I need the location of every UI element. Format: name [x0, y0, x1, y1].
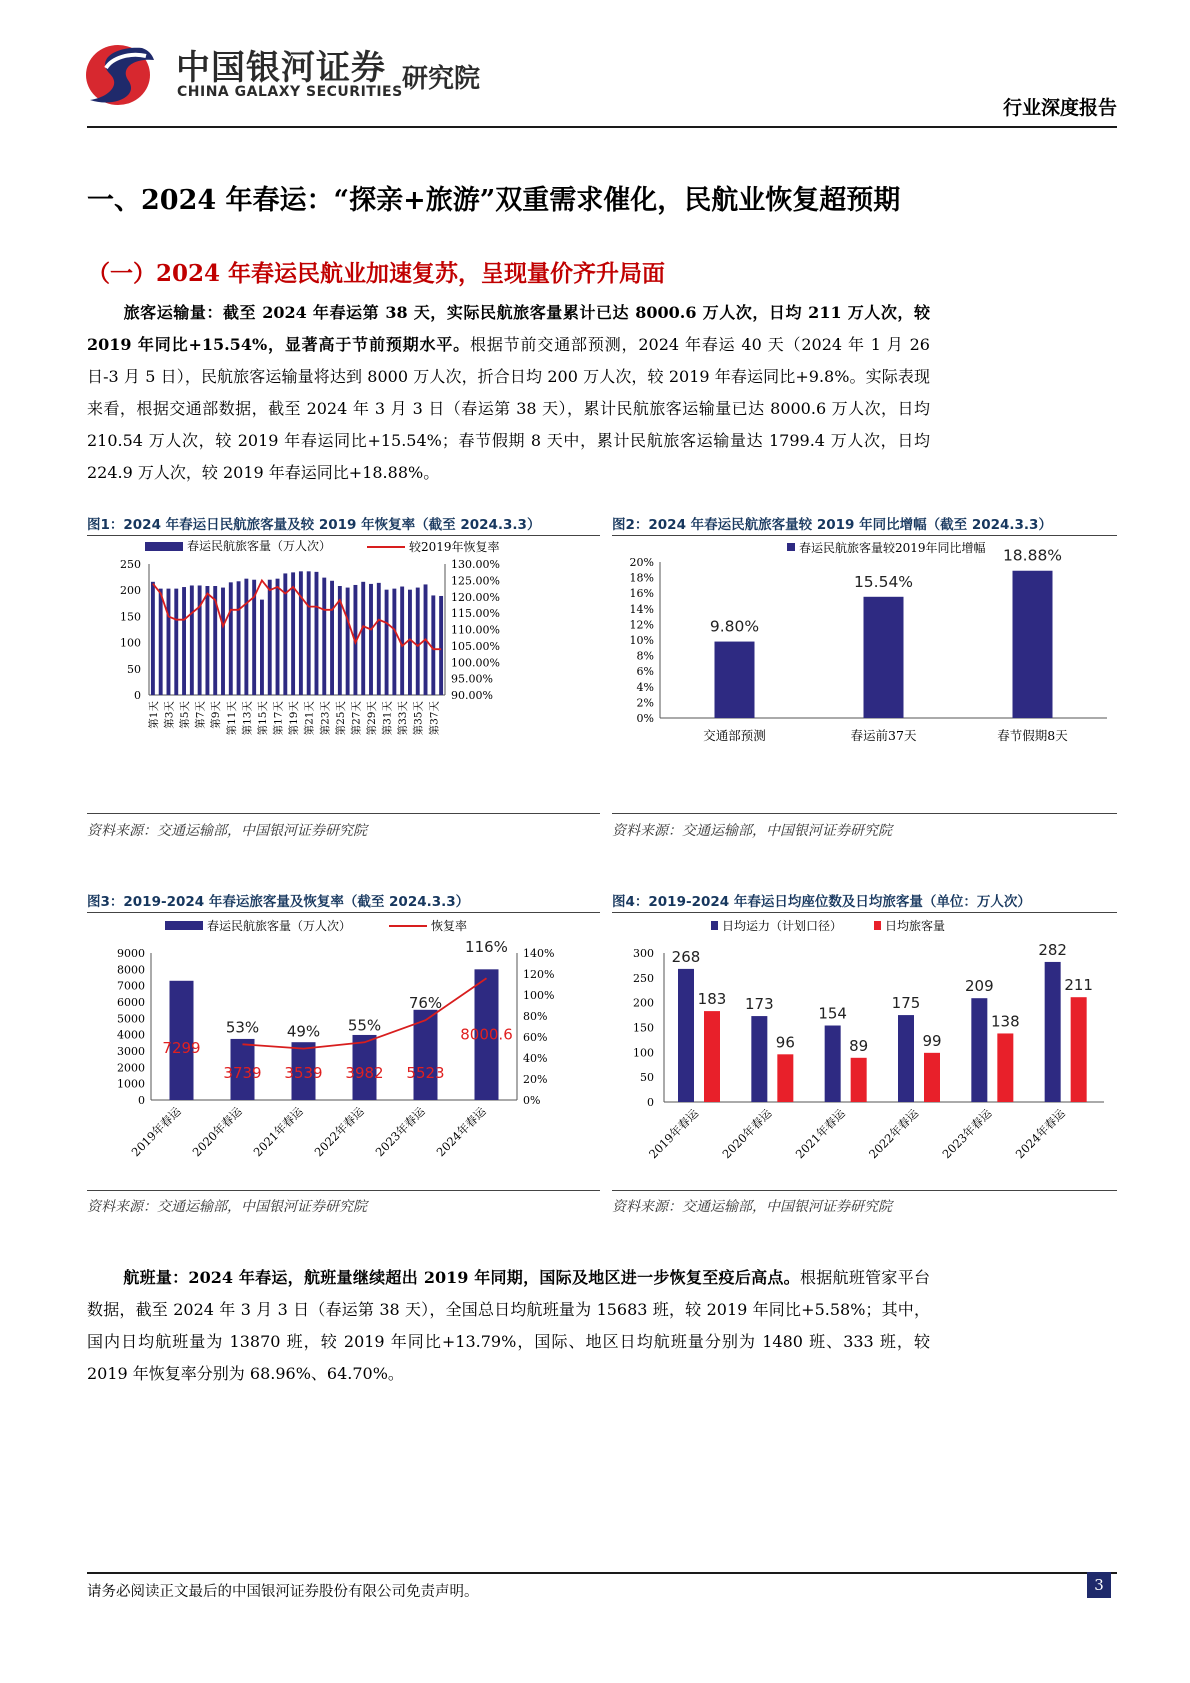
legend-swatch-bar: [165, 921, 203, 930]
capacity-data-label: 282: [1038, 940, 1067, 959]
bar-data-label: 3982: [345, 1064, 384, 1082]
x-tick-label: 2023年春运: [372, 1104, 428, 1160]
bar: [315, 572, 319, 695]
bar: [260, 600, 264, 695]
x-tick-label: 第3天: [163, 701, 176, 729]
y-tick-label: 10%: [629, 634, 654, 647]
x-tick-label: 第19天: [288, 701, 301, 736]
bar: [392, 589, 396, 695]
figure1-top-rule: [87, 535, 600, 536]
y-tick-label-right: 115.00%: [451, 607, 500, 621]
y-tick-label: 18%: [629, 571, 654, 585]
y-tick-label: 50: [640, 1071, 654, 1085]
y-tick-label-right: 100%: [523, 989, 555, 1002]
bar: [377, 583, 381, 695]
company-name-en: CHINA GALAXY SECURITIES: [177, 84, 403, 100]
x-tick-label: 第1天: [147, 701, 160, 729]
line-data-label: 53%: [225, 1018, 260, 1037]
bar: [1013, 571, 1053, 718]
x-tick-label: 2020年春运: [719, 1106, 775, 1162]
y-tick-label-right: 40%: [523, 1052, 548, 1065]
y-tick-label-right: 20%: [523, 1073, 548, 1086]
passenger-bar: [1071, 997, 1087, 1102]
x-tick-label: 第13天: [241, 701, 254, 736]
bar-data-label: 5523: [406, 1064, 445, 1082]
x-tick-label: 2019年春运: [128, 1104, 184, 1160]
paragraph-body: 根据航班管家平台数据，截至 2024 年 3 月 3 日（春运第 38 天），全国总日均航班量为 15683 班，较 2019 年同比+5.58%；其中，国内日均航班量为 13870 班，较 2019 年同比+13.79%，国际、地区日均航班量分别为 1480 班、333 班，较 2019 年恢复率分别为 68.96%、64.70%。: [87, 1268, 930, 1383]
y-tick-label-left: 150: [120, 610, 141, 624]
x-tick-label: 第17天: [272, 701, 285, 736]
bar: [369, 584, 373, 695]
x-tick-label: 第29天: [366, 701, 378, 736]
y-tick-label-right: 110.00%: [451, 623, 500, 637]
x-tick-label: 2021年春运: [792, 1106, 848, 1162]
passenger-data-label: 183: [697, 990, 727, 1009]
bar: [151, 582, 155, 695]
capacity-bar: [678, 969, 694, 1102]
footer-disclaimer: 请务必阅读正文最后的中国银河证券股份有限公司免责声明。: [87, 1584, 479, 1600]
x-tick-label: 2022年春运: [866, 1106, 922, 1162]
capacity-data-label: 154: [818, 1004, 847, 1023]
y-tick-label-right: 95.00%: [451, 672, 493, 686]
passenger-data-label: 89: [849, 1036, 869, 1055]
y-tick-label-left: 0: [138, 1094, 145, 1107]
company-name-cn: 中国银河证券: [176, 48, 386, 88]
y-tick-label: 0: [647, 1096, 654, 1109]
y-tick-label-left: 250: [120, 558, 141, 571]
bar-data-label: 7299: [162, 1038, 201, 1057]
bar: [167, 589, 171, 695]
y-tick-label: 150: [633, 1021, 654, 1035]
y-tick-label-right: 60%: [523, 1031, 548, 1044]
bar-data-label: 8000.6: [460, 1025, 513, 1044]
capacity-bar: [898, 1015, 914, 1102]
x-tick-label: 第33天: [397, 701, 410, 736]
paragraph-flight-volume: [87, 1262, 930, 1390]
y-tick-label-left: 200: [120, 584, 141, 598]
bar: [346, 588, 350, 695]
bar: [330, 581, 334, 695]
capacity-bar: [971, 998, 987, 1102]
line-data-label: 55%: [347, 1016, 382, 1035]
y-tick-label: 12%: [629, 618, 654, 632]
x-tick-label: 第7天: [194, 701, 207, 729]
legend-label-capacity: 日均运力（计划口径）: [722, 919, 843, 933]
bar: [307, 571, 311, 695]
legend-label-line: 恢复率: [431, 919, 468, 933]
figure1-source: 资料来源：交通运输部，中国银河证券研究院: [87, 823, 367, 839]
passenger-bar: [777, 1054, 793, 1102]
figure4-chart: [612, 917, 1117, 1187]
page-number: 3: [1087, 1572, 1111, 1598]
x-tick-label: 第21天: [303, 701, 316, 736]
x-tick-label: 第37天: [428, 701, 441, 736]
bar: [174, 589, 178, 695]
bar: [715, 642, 755, 718]
y-tick-label-left: 3000: [117, 1045, 145, 1058]
section-heading: 一、2024 年春运：“探亲+旅游”双重需求催化，民航业恢复超预期: [87, 185, 901, 216]
y-tick-label: 0%: [636, 712, 654, 725]
figure2-bottom-rule: [612, 813, 1117, 814]
y-tick-label-left: 4000: [117, 1028, 145, 1042]
bar: [385, 590, 389, 695]
capacity-bar: [825, 1026, 841, 1102]
y-tick-label-left: 0: [134, 689, 141, 702]
y-tick-label-left: 50: [127, 662, 141, 676]
x-tick-label: 第35天: [412, 701, 425, 736]
x-tick-label: 第9天: [210, 701, 223, 729]
figure4-top-rule: [612, 912, 1117, 913]
x-tick-label: 第11天: [225, 701, 238, 736]
bar: [431, 595, 435, 695]
bar: [244, 579, 248, 695]
legend-label-passengers: 日均旅客量: [885, 919, 946, 933]
figure2-top-rule: [612, 535, 1117, 536]
x-tick-label: 第5天: [179, 701, 192, 729]
capacity-bar: [751, 1016, 767, 1102]
legend-swatch-bar: [145, 542, 183, 551]
y-tick-label-left: 7000: [117, 979, 145, 993]
capacity-data-label: 175: [891, 994, 921, 1013]
y-tick-label: 2%: [636, 696, 654, 710]
bar: [400, 587, 404, 695]
y-tick-label-left: 8000: [117, 963, 145, 977]
bar: [182, 587, 186, 695]
x-tick-label: 2024年春运: [1012, 1106, 1068, 1162]
bar: [291, 572, 295, 695]
figure2-title: 图2：2024 年春运民航旅客量较 2019 年同比增幅（截至 2024.3.3）: [612, 517, 1052, 533]
y-tick-label: 100: [633, 1046, 654, 1060]
paragraph-body: 根据节前交通部预测，2024 年春运 40 天（2024 年 1 月 26 日-3 月 5 日），民航旅客运输量将达到 8000 万人次，折合日均 200 万人次，较 2019 年春运同比+9.8%。实际表现来看，根据交通部数据，截至 2024 年 3 月 3 日（春运第 38 天），累计民航旅客运输量已达 8000.6 万人次，日均 210.54 万人次，较 2019 年春运同比+15.54%；春节假期 8 天中，累计民航旅客运输量达 1799.4 万人次，日均 224.9 万人次，较 2019 年春运同比+18.88%。: [87, 335, 930, 482]
passenger-data-label: 99: [922, 1031, 942, 1050]
x-tick-label: 第31天: [381, 701, 394, 736]
legend-label: 春运民航旅客量较2019年同比增幅: [799, 541, 986, 555]
figure2-source: 资料来源：交通运输部，中国银河证券研究院: [612, 823, 892, 839]
y-tick-label-left: 2000: [117, 1061, 145, 1075]
y-tick-label-right: 100.00%: [451, 656, 500, 670]
figure4-source: 资料来源：交通运输部，中国银河证券研究院: [612, 1199, 892, 1215]
report-type: 行业深度报告: [1002, 97, 1117, 119]
passenger-bar: [997, 1033, 1013, 1102]
y-tick-label-right: 80%: [523, 1010, 548, 1023]
recovery-rate-line: [153, 580, 441, 649]
x-tick-label: 第23天: [319, 701, 332, 736]
capacity-data-label: 268: [671, 947, 701, 966]
bar: [190, 585, 194, 695]
figure2-chart: [612, 540, 1117, 810]
figure3-bottom-rule: [87, 1190, 600, 1191]
x-tick-label: 第27天: [350, 701, 363, 736]
header-divider: [87, 126, 1117, 128]
y-tick-label-right: 130.00%: [451, 558, 500, 571]
passenger-data-label: 96: [775, 1033, 795, 1052]
y-tick-label: 20%: [629, 556, 654, 569]
data-label: 9.80%: [709, 617, 760, 636]
legend-swatch: [787, 543, 795, 551]
bar: [864, 597, 904, 718]
x-tick-label: 交通部预测: [703, 728, 766, 743]
bar: [237, 581, 241, 695]
data-label: 18.88%: [1002, 546, 1063, 565]
institute-name: 研究院: [402, 64, 481, 94]
x-tick-label: 2021年春运: [250, 1104, 306, 1160]
y-tick-label-left: 6000: [117, 996, 145, 1009]
x-tick-label: 第25天: [334, 701, 347, 736]
bar: [416, 588, 420, 695]
y-tick-label: 300: [633, 947, 654, 960]
x-tick-label: 春节假期8天: [997, 728, 1068, 743]
bar: [268, 580, 272, 695]
y-tick-label-right: 125.00%: [451, 574, 500, 588]
company-logo-icon: [84, 38, 170, 108]
figure3-chart: [87, 917, 600, 1187]
x-tick-label: 第15天: [256, 701, 269, 736]
figure3-top-rule: [87, 912, 600, 913]
passenger-bar: [924, 1053, 940, 1102]
y-tick-label-right: 120%: [523, 968, 555, 981]
data-label: 15.54%: [853, 572, 914, 591]
legend-swatch-capacity: [711, 921, 718, 930]
capacity-data-label: 173: [745, 995, 774, 1014]
bar: [159, 589, 163, 695]
y-tick-label-left: 1000: [117, 1077, 145, 1091]
passenger-bar: [704, 1011, 720, 1102]
legend-label-bar: 春运民航旅客量（万人次）: [207, 919, 352, 933]
x-tick-label: 2019年春运: [646, 1106, 702, 1162]
bar: [221, 588, 225, 695]
y-tick-label: 14%: [629, 602, 654, 616]
figure4-bottom-rule: [612, 1190, 1117, 1191]
paragraph-lead: 航班量：2024 年春运，航班量继续超出 2019 年同期，国际及地区进一步恢复至疫后高点。: [123, 1268, 800, 1287]
capacity-data-label: 209: [965, 977, 994, 996]
legend-label-bar: 春运民航旅客量（万人次）: [187, 540, 332, 553]
bar: [408, 590, 412, 695]
y-tick-label-right: 140%: [523, 947, 555, 960]
y-tick-label: 4%: [636, 680, 654, 694]
bar: [439, 596, 443, 695]
x-tick-label: 2020年春运: [189, 1104, 245, 1160]
y-tick-label: 250: [633, 971, 654, 985]
footer-divider: [87, 1572, 1117, 1574]
bar: [229, 582, 233, 695]
figure3-title: 图3：2019-2024 年春运旅客量及恢复率（截至 2024.3.3）: [87, 894, 470, 910]
y-tick-label: 8%: [636, 649, 654, 663]
passenger-bar: [851, 1058, 867, 1102]
paragraph-passenger-volume: [87, 297, 930, 489]
bar: [276, 579, 280, 695]
bar: [198, 585, 202, 695]
figure4-title: 图4：2019-2024 年春运日均座位数及日均旅客量（单位：万人次）: [612, 894, 1031, 910]
y-tick-label-left: 9000: [117, 947, 145, 960]
legend-label-line: 较2019年恢复率: [409, 540, 500, 554]
bar: [322, 578, 326, 695]
y-tick-label-right: 120.00%: [451, 590, 500, 604]
figure1-bottom-rule: [87, 813, 600, 814]
bar: [299, 571, 303, 695]
figure1-chart: [87, 540, 600, 810]
passenger-data-label: 211: [1064, 976, 1093, 995]
figure1-title: 图1：2024 年春运日民航旅客量及较 2019 年恢复率（截至 2024.3.3）: [87, 517, 541, 533]
line-data-label: 76%: [408, 994, 443, 1013]
bar-data-label: 3539: [284, 1064, 323, 1082]
line-data-label: 116%: [465, 938, 508, 957]
x-tick-label: 2024年春运: [433, 1104, 489, 1160]
y-tick-label-right: 105.00%: [451, 639, 500, 653]
y-tick-label: 16%: [629, 587, 654, 601]
x-tick-label: 春运前37天: [850, 728, 917, 743]
paragraph-lead: 旅客运输量：截至 2024 年春运第 38 天，实际民航旅客量累计已达 8000.6 万人次，日均 211 万人次，较 2019 年同比+15.54%，显著高于节前预期水平。: [87, 303, 930, 354]
subsection-heading: （一）2024 年春运民航业加速复苏，呈现量价齐升局面: [87, 260, 666, 287]
y-tick-label-left: 100: [120, 636, 141, 650]
capacity-bar: [1045, 962, 1061, 1102]
y-tick-label-right: 90.00%: [451, 689, 493, 702]
bar-data-label: 3739: [223, 1064, 262, 1082]
bar: [361, 582, 365, 695]
passenger-data-label: 138: [991, 1012, 1020, 1031]
x-tick-label: 2022年春运: [311, 1104, 367, 1160]
y-tick-label: 6%: [636, 665, 654, 679]
y-tick-label: 200: [633, 996, 654, 1010]
figure3-source: 资料来源：交通运输部，中国银河证券研究院: [87, 1199, 367, 1215]
y-tick-label-right: 0%: [523, 1094, 541, 1107]
bar: [205, 586, 209, 695]
y-tick-label-left: 5000: [117, 1012, 145, 1026]
line-data-label: 49%: [286, 1022, 321, 1041]
legend-swatch-passengers: [874, 921, 881, 930]
x-tick-label: 2023年春运: [939, 1106, 995, 1162]
